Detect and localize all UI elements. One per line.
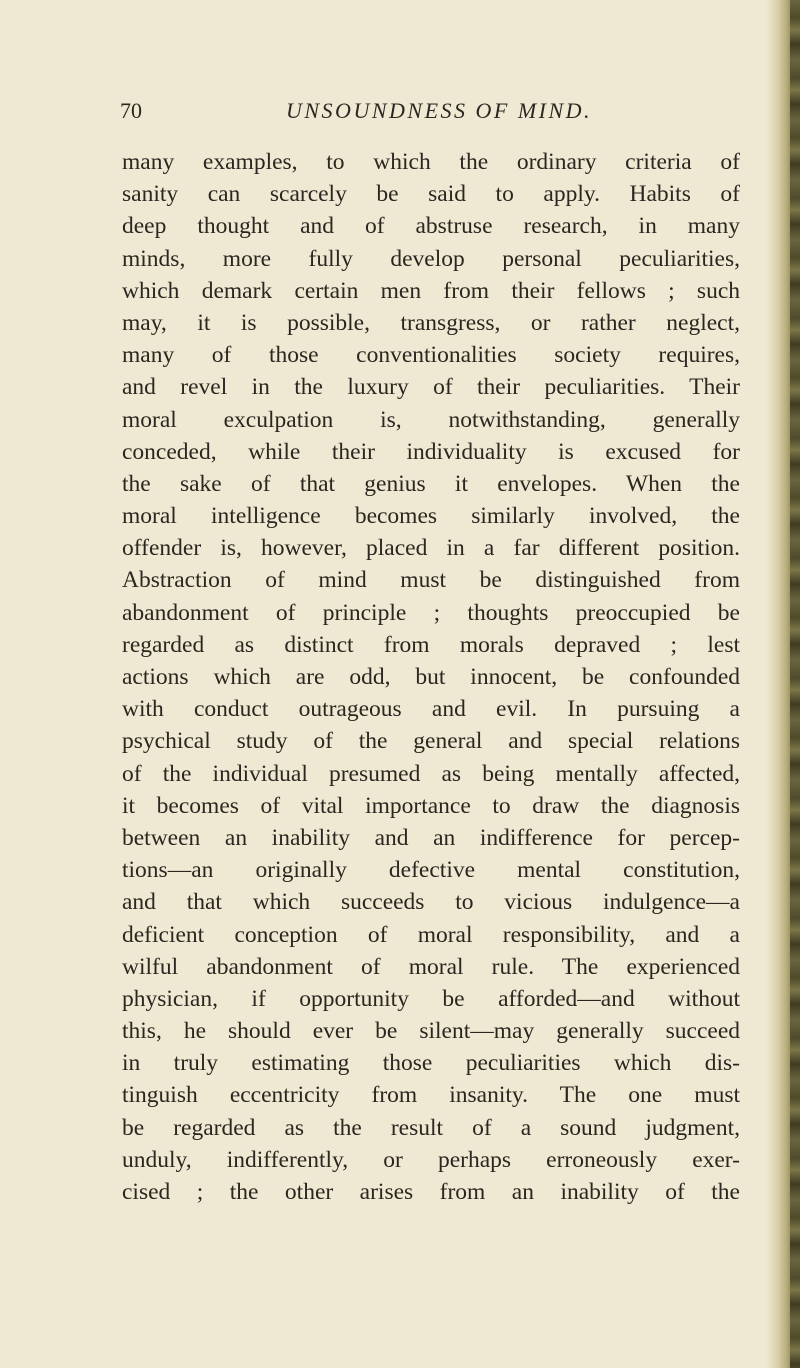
text-line: many of those conventionalities society requires, [122,342,740,369]
text-line: actions which are odd, but innocent, be confounded [122,664,740,690]
text-line: many examples, to which the ordinary criteria of [122,149,740,175]
text-line: between an inability and an indifference for percep- [122,824,740,851]
text-line: deficient conception of moral responsibility, and a [122,921,740,948]
text-line: may, it is possible, transgress, or rather neglect, [122,309,740,336]
text-line: offender is, however, placed in a far different position. [122,535,740,562]
binding-edge [790,0,800,1368]
text-line: minds, more fully develop personal peculiarities, [122,245,740,272]
body-text [122,146,740,1208]
text-line: and revel in the luxury of their peculiarities. Their [122,374,740,401]
text-line: in truly estimating those peculiarities which dis- [122,1050,740,1077]
text-line: tions—an originally defective mental constitution, [122,857,740,884]
text-line: be regarded as the result of a sound judgment, [122,1114,740,1141]
running-head [120,98,740,132]
text-line: regarded as distinct from morals depraved ; lest [122,631,740,658]
text-line: unduly, indifferently, or perhaps erroneously exer- [122,1146,740,1173]
text-line: Abstraction of mind must be distinguished from [122,567,740,594]
text-line: tinguish eccentricity from insanity. The one must [122,1082,740,1109]
text-line: of the individual presumed as being mentally affected, [122,760,740,787]
page-number: 70 [120,98,142,123]
text-line: wilful abandonment of moral rule. The experienced [122,953,740,980]
text-line: deep thought and of abstruse research, in many [122,213,740,240]
text-line: with conduct outrageous and evil. In pursuing a [122,696,740,723]
text-line: moral intelligence becomes similarly involved, the [122,503,740,530]
text-line: physician, if opportunity be afforded—and without [122,985,740,1012]
text-line: abandonment of principle ; thoughts preoccupied be [122,599,740,626]
running-title: UNSOUNDNESS OF MIND. [286,98,593,123]
text-line: moral exculpation is, notwithstanding, generally [122,406,740,433]
text-line: it becomes of vital importance to draw the diagnosis [122,792,740,819]
text-line: and that which succeeds to vicious indulgence—a [122,889,740,916]
text-line: this, he should ever be silent—may generally succeed [122,1018,740,1045]
text-line: which demark certain men from their fellows ; such [122,277,740,304]
text-line: conceded, while their individuality is excused for [122,438,740,465]
text-line: sanity can scarcely be said to apply. Habits of [122,181,740,208]
text-line: the sake of that genius it envelopes. When the [122,470,740,497]
text-line: cised ; the other arises from an inability of the [122,1179,740,1205]
text-line: psychical study of the general and special relations [122,728,740,755]
